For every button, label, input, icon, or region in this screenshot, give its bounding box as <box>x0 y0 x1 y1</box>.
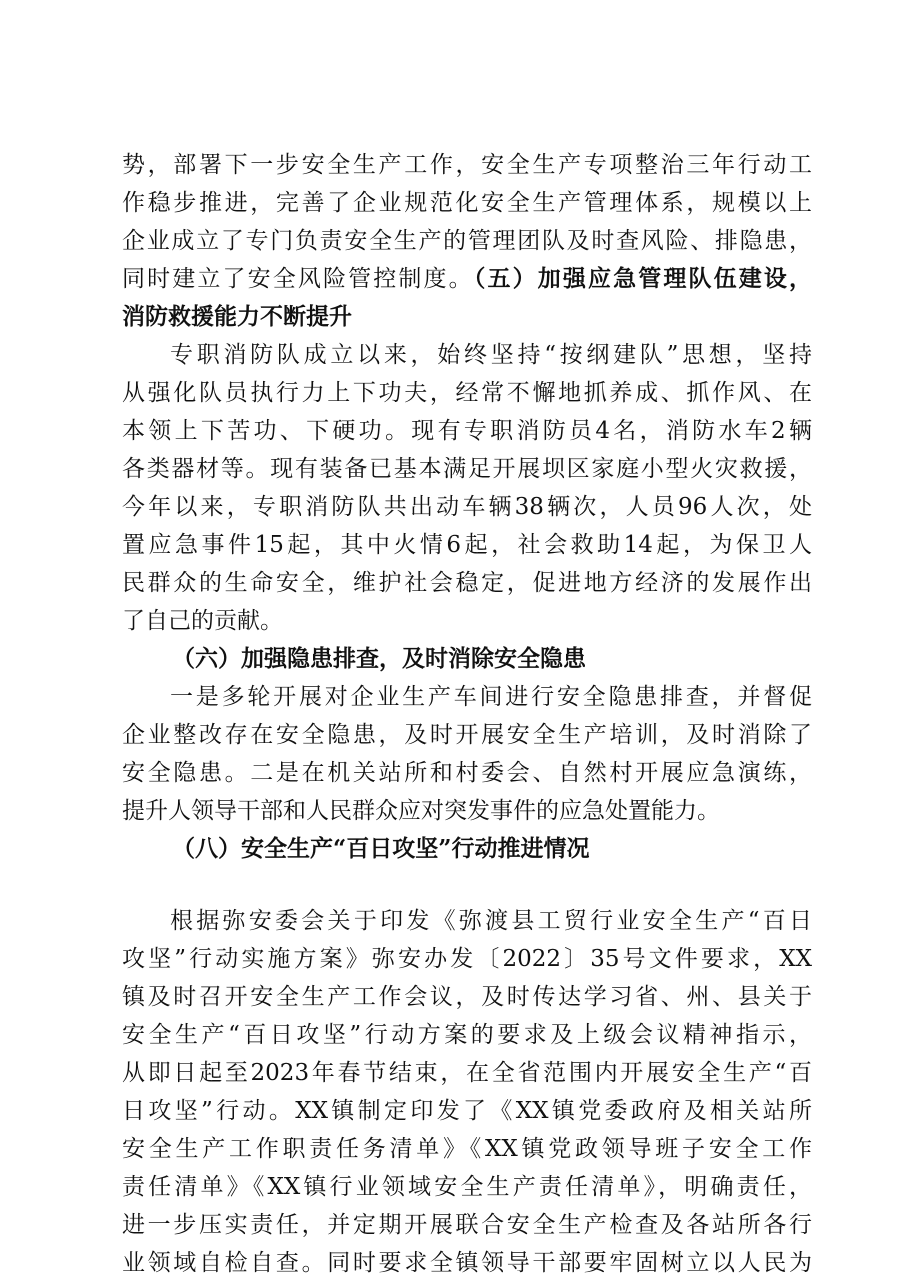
body-text-line: 从强化队员执行力上下功夫，经常不懈地抓养成、抓作风、在 <box>122 380 812 406</box>
body-text-line: 镇及时召开安全生产工作会议，及时传达学习省、州、县关于 <box>122 984 812 1010</box>
body-text-segment: 同时建立了安全风险管控制度。 <box>122 266 474 292</box>
body-text-line: 责任清单》《XX镇行业领域安全生产责任清单》，明确责任， <box>122 1174 812 1200</box>
body-text-line: 从即日起至2023年春节结束，在全省范围内开展安全生产“百 <box>122 1060 812 1086</box>
body-text-line: 了自己的贡献。 <box>122 608 283 634</box>
section-heading-5-part-2: 消防救援能力不断提升 <box>122 303 352 330</box>
body-text-line: 安全生产“百日攻坚”行动方案的要求及上级会议精神指示， <box>122 1022 812 1048</box>
section-heading-5-part-1: （五）加强应急管理队伍建设， <box>473 265 812 292</box>
paragraph-first-line: 根据弥安委会关于印发《弥渡县工贸行业安全生产“百日 <box>170 908 812 934</box>
body-text-line: 安全隐患。二是在机关站所和村委会、自然村开展应急演练， <box>122 760 812 786</box>
body-text-line: 安全生产工作职责任务清单》《XX镇党政领导班子安全工作 <box>122 1136 812 1162</box>
section-heading-6: （六）加强隐患排查，及时消除安全隐患 <box>172 645 586 672</box>
body-text-line: 企业成立了专门负责安全生产的管理团队及时查风险、排隐患， <box>122 228 812 254</box>
body-text-line: 置应急事件15起，其中火情6起，社会救助14起，为保卫人 <box>122 532 812 558</box>
body-text-line: 攻坚”行动实施方案》弥安办发〔2022〕35号文件要求，XX <box>122 946 812 972</box>
body-text-line: 民群众的生命安全，维护社会稳定，促进地方经济的发展作出 <box>122 570 812 596</box>
body-text-line: 作稳步推进，完善了企业规范化安全生产管理体系，规模以上 <box>122 190 812 216</box>
body-text-line: 企业整改存在安全隐患，及时开展安全生产培训，及时消除了 <box>122 722 812 748</box>
body-text-line: 今年以来，专职消防队共出动车辆38辆次，人员96人次，处 <box>122 494 812 520</box>
body-text-line-mixed <box>122 260 812 298</box>
body-text-line: 进一步压实责任，并定期开展联合安全生产检查及各站所各行 <box>122 1212 812 1238</box>
body-text-line: 本领上下苦功、下硬功。现有专职消防员4名，消防水车2辆 <box>122 418 812 444</box>
body-text-line: 日攻坚”行动。XX镇制定印发了《XX镇党委政府及相关站所 <box>122 1098 812 1124</box>
body-text-line: 势，部署下一步安全生产工作，安全生产专项整治三年行动工 <box>122 152 812 178</box>
body-text-line: 各类器材等。现有装备已基本满足开展坝区家庭小型火灾救援， <box>122 456 812 482</box>
section-heading-8: （八）安全生产“百日攻坚”行动推进情况 <box>172 835 590 862</box>
body-text-line: 提升人领导干部和人民群众应对突发事件的应急处置能力。 <box>122 798 720 824</box>
paragraph-first-line: 专职消防队成立以来，始终坚持“按纲建队”思想，坚持 <box>170 342 812 368</box>
paragraph-first-line: 一是多轮开展对企业生产车间进行安全隐患排查，并督促 <box>170 684 812 710</box>
body-text-line: 业领域自检自查。同时要求全镇领导干部要牢固树立以人民为 <box>122 1250 812 1276</box>
